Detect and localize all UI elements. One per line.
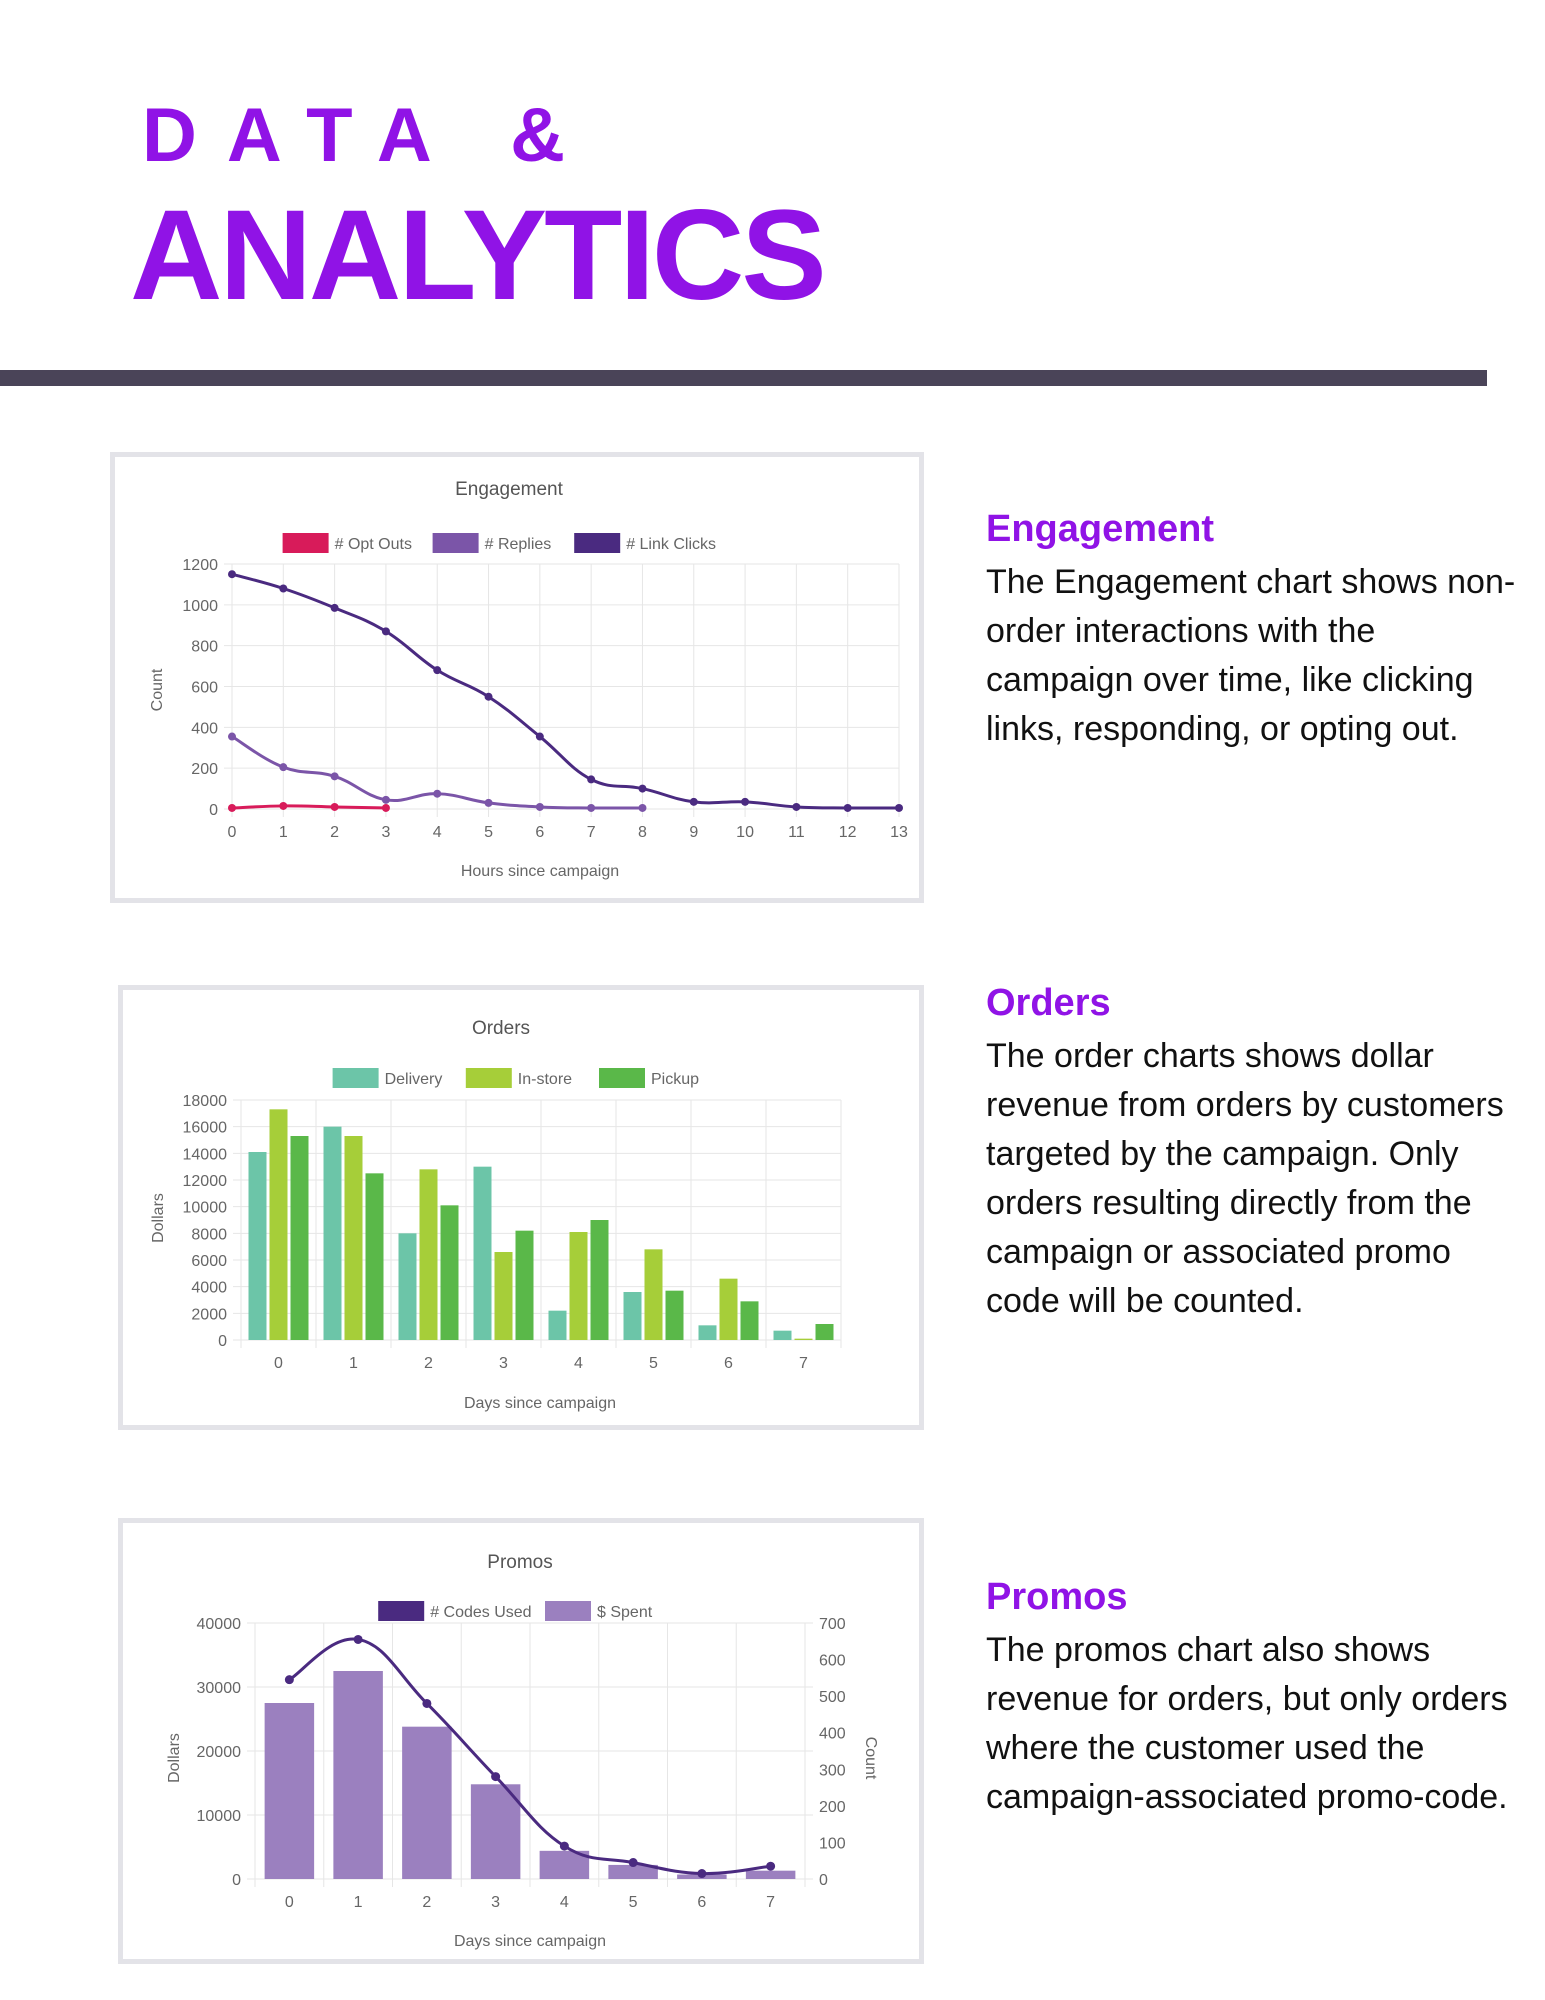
promos-heading: Promos bbox=[986, 1576, 1128, 1618]
bar bbox=[570, 1232, 588, 1340]
legend-label: # Opt Outs bbox=[334, 536, 412, 553]
orders-heading: Orders bbox=[986, 982, 1111, 1024]
x-tick-label: 12 bbox=[838, 824, 857, 841]
data-point bbox=[279, 763, 287, 771]
bar bbox=[270, 1109, 288, 1340]
x-tick-label: 13 bbox=[890, 824, 908, 841]
x-tick-label: 5 bbox=[649, 1355, 658, 1372]
data-point bbox=[638, 785, 646, 793]
x-tick-label: 8 bbox=[638, 824, 647, 841]
data-point bbox=[638, 804, 646, 812]
data-point bbox=[331, 772, 339, 780]
legend-label: In-store bbox=[517, 1071, 573, 1088]
bar bbox=[516, 1231, 534, 1340]
y-tick-label: 16000 bbox=[182, 1119, 227, 1137]
bar bbox=[366, 1173, 384, 1340]
data-point bbox=[587, 775, 595, 783]
bar bbox=[699, 1325, 717, 1340]
data-point bbox=[741, 798, 749, 806]
data-point bbox=[433, 666, 441, 674]
data-point bbox=[844, 804, 852, 812]
x-tick-label: 4 bbox=[574, 1355, 583, 1372]
data-point bbox=[560, 1842, 569, 1851]
data-point bbox=[279, 585, 287, 593]
legend-swatch bbox=[599, 1068, 645, 1088]
data-point bbox=[279, 802, 287, 810]
x-tick-label: 1 bbox=[278, 824, 288, 841]
legend-swatch bbox=[574, 533, 620, 553]
promos-description bbox=[986, 1576, 1516, 1822]
engagement-body: The Engagement chart shows non-order interactions with the campaign over time, like clicking links, responding, or opting out. bbox=[986, 562, 1516, 748]
y-tick-label: 1000 bbox=[182, 597, 218, 615]
bar bbox=[591, 1220, 609, 1340]
y2-tick-label: 600 bbox=[819, 1652, 846, 1670]
chart-title: Engagement bbox=[455, 479, 563, 500]
legend-label: Delivery bbox=[384, 1071, 443, 1088]
y-tick-label: 0 bbox=[209, 802, 218, 819]
bar bbox=[624, 1292, 642, 1340]
data-point bbox=[491, 1772, 500, 1781]
chart-title: Promos bbox=[487, 1552, 553, 1573]
y-tick-label: 800 bbox=[191, 638, 218, 656]
data-point bbox=[228, 733, 236, 741]
y-tick-label: 12000 bbox=[182, 1173, 227, 1190]
x-axis-label: Hours since campaign bbox=[460, 863, 620, 880]
x-tick-label: 10 bbox=[736, 824, 754, 841]
orders-description bbox=[986, 982, 1516, 1326]
y-tick-label: 8000 bbox=[191, 1226, 227, 1244]
y2-tick-label: 400 bbox=[819, 1725, 846, 1743]
data-point bbox=[422, 1699, 431, 1708]
engagement-chart bbox=[115, 457, 919, 898]
legend-label: # Link Clicks bbox=[626, 536, 717, 553]
x-tick-label: 4 bbox=[432, 824, 442, 841]
x-tick-label: 3 bbox=[491, 1894, 501, 1911]
bar bbox=[441, 1205, 459, 1340]
y-axis-label: Dollars bbox=[150, 1193, 167, 1243]
y-tick-label: 10000 bbox=[182, 1199, 227, 1217]
bar bbox=[666, 1291, 684, 1340]
data-point bbox=[485, 799, 493, 807]
legend-label: # Replies bbox=[484, 536, 552, 553]
y2-tick-label: 700 bbox=[819, 1616, 846, 1633]
bar bbox=[402, 1727, 452, 1879]
x-tick-label: 2 bbox=[422, 1894, 432, 1911]
y-tick-label: 200 bbox=[191, 761, 218, 779]
data-point bbox=[792, 803, 800, 811]
bar bbox=[249, 1152, 267, 1340]
orders-chart-card bbox=[118, 985, 924, 1430]
y-tick-label: 600 bbox=[191, 679, 218, 697]
legend-label: $ Spent bbox=[597, 1604, 653, 1621]
bar bbox=[399, 1233, 417, 1340]
header-rule bbox=[0, 370, 1487, 386]
data-point bbox=[228, 570, 236, 578]
data-point bbox=[895, 804, 903, 812]
bar bbox=[720, 1279, 738, 1340]
y-tick-label: 6000 bbox=[191, 1253, 227, 1270]
x-axis-label: Days since campaign bbox=[453, 1933, 607, 1950]
x-tick-label: 0 bbox=[274, 1355, 283, 1372]
x-tick-label: 3 bbox=[499, 1355, 508, 1372]
y-tick-label: 2000 bbox=[191, 1306, 227, 1324]
y-tick-label: 18000 bbox=[182, 1093, 227, 1110]
x-axis-label: Days since campaign bbox=[463, 1395, 617, 1412]
x-tick-label: 6 bbox=[535, 824, 545, 841]
y2-axis-label: Count bbox=[862, 1736, 879, 1780]
engagement-description bbox=[986, 508, 1516, 754]
y-tick-label: 20000 bbox=[196, 1744, 241, 1761]
data-point bbox=[433, 790, 441, 798]
bar bbox=[816, 1324, 834, 1340]
x-tick-label: 5 bbox=[628, 1894, 638, 1911]
data-point bbox=[485, 693, 493, 701]
promos-chart-card bbox=[118, 1518, 924, 1964]
data-point bbox=[690, 798, 698, 806]
chart-title: Orders bbox=[471, 1018, 531, 1039]
y-tick-label: 0 bbox=[232, 1872, 241, 1889]
bar bbox=[345, 1136, 363, 1340]
y2-tick-label: 100 bbox=[819, 1835, 846, 1853]
x-tick-label: 0 bbox=[227, 824, 237, 841]
legend-swatch bbox=[545, 1601, 591, 1621]
x-tick-label: 7 bbox=[766, 1894, 776, 1911]
bar bbox=[549, 1311, 567, 1340]
y-tick-label: 30000 bbox=[196, 1680, 241, 1697]
data-point bbox=[382, 804, 390, 812]
promos-body: The promos chart also shows revenue for orders, but only orders where the customer used the campaign-associated promo-code. bbox=[986, 1630, 1508, 1816]
x-tick-label: 1 bbox=[349, 1355, 358, 1372]
x-tick-label: 11 bbox=[788, 824, 805, 841]
bar bbox=[291, 1136, 309, 1340]
x-tick-label: 3 bbox=[381, 824, 391, 841]
x-tick-label: 7 bbox=[586, 824, 596, 841]
bar bbox=[265, 1703, 315, 1879]
x-tick-label: 4 bbox=[559, 1894, 569, 1911]
y-tick-label: 14000 bbox=[182, 1146, 227, 1164]
bar bbox=[324, 1127, 342, 1340]
x-tick-label: 0 bbox=[284, 1894, 294, 1911]
data-point bbox=[228, 804, 236, 812]
legend-swatch bbox=[283, 533, 329, 553]
bar bbox=[471, 1784, 521, 1879]
legend-swatch bbox=[433, 533, 479, 553]
series-line bbox=[232, 806, 386, 808]
page-title-main: ANALYTICS bbox=[130, 184, 824, 327]
x-tick-label: 1 bbox=[353, 1894, 363, 1911]
orders-chart bbox=[123, 990, 919, 1425]
legend-swatch bbox=[466, 1068, 512, 1088]
data-point bbox=[587, 804, 595, 812]
x-tick-label: 6 bbox=[697, 1894, 707, 1911]
bar bbox=[746, 1871, 796, 1879]
y-tick-label: 40000 bbox=[196, 1616, 241, 1633]
x-tick-label: 2 bbox=[330, 824, 340, 841]
legend-swatch bbox=[333, 1068, 379, 1088]
y-tick-label: 0 bbox=[218, 1333, 227, 1350]
legend-label: Pickup bbox=[651, 1071, 700, 1088]
y-tick-label: 1200 bbox=[182, 557, 218, 574]
bar bbox=[495, 1252, 513, 1340]
x-tick-label: 7 bbox=[799, 1355, 808, 1372]
orders-body: The order charts shows dollar revenue from orders by customers targeted by the campaign. Only orders resulting directly from the campaign or associated promo code will be counted. bbox=[986, 1036, 1504, 1320]
engagement-chart-card bbox=[110, 452, 924, 903]
y2-tick-label: 200 bbox=[819, 1798, 846, 1816]
x-tick-label: 9 bbox=[689, 824, 699, 841]
page-title-top: DATA & bbox=[142, 93, 595, 178]
bar bbox=[333, 1671, 383, 1879]
data-point bbox=[285, 1675, 294, 1684]
engagement-heading: Engagement bbox=[986, 508, 1215, 550]
data-point bbox=[629, 1858, 638, 1867]
bar bbox=[774, 1331, 792, 1340]
y-tick-label: 400 bbox=[191, 720, 218, 738]
y2-tick-label: 0 bbox=[819, 1872, 828, 1889]
y-tick-label: 10000 bbox=[196, 1808, 241, 1825]
data-point bbox=[382, 796, 390, 804]
bar bbox=[645, 1249, 663, 1340]
legend-swatch bbox=[378, 1601, 424, 1621]
bar bbox=[741, 1301, 759, 1340]
data-point bbox=[354, 1635, 363, 1644]
data-point bbox=[697, 1869, 706, 1878]
y-axis-label: Count bbox=[149, 668, 166, 712]
bar bbox=[474, 1167, 492, 1340]
data-point bbox=[382, 627, 390, 635]
x-tick-label: 2 bbox=[424, 1355, 433, 1372]
bar bbox=[795, 1339, 813, 1340]
legend-label: # Codes Used bbox=[430, 1604, 532, 1621]
bar bbox=[420, 1169, 438, 1340]
data-point bbox=[536, 803, 544, 811]
y-tick-label: 4000 bbox=[191, 1279, 227, 1297]
promos-chart bbox=[123, 1523, 919, 1959]
data-point bbox=[766, 1862, 775, 1871]
y2-tick-label: 500 bbox=[819, 1689, 846, 1707]
y-axis-label: Dollars bbox=[166, 1733, 183, 1783]
data-point bbox=[536, 733, 544, 741]
x-tick-label: 6 bbox=[724, 1355, 733, 1372]
data-point bbox=[331, 604, 339, 612]
y2-tick-label: 300 bbox=[819, 1762, 846, 1780]
data-point bbox=[331, 803, 339, 811]
x-tick-label: 5 bbox=[484, 824, 493, 841]
